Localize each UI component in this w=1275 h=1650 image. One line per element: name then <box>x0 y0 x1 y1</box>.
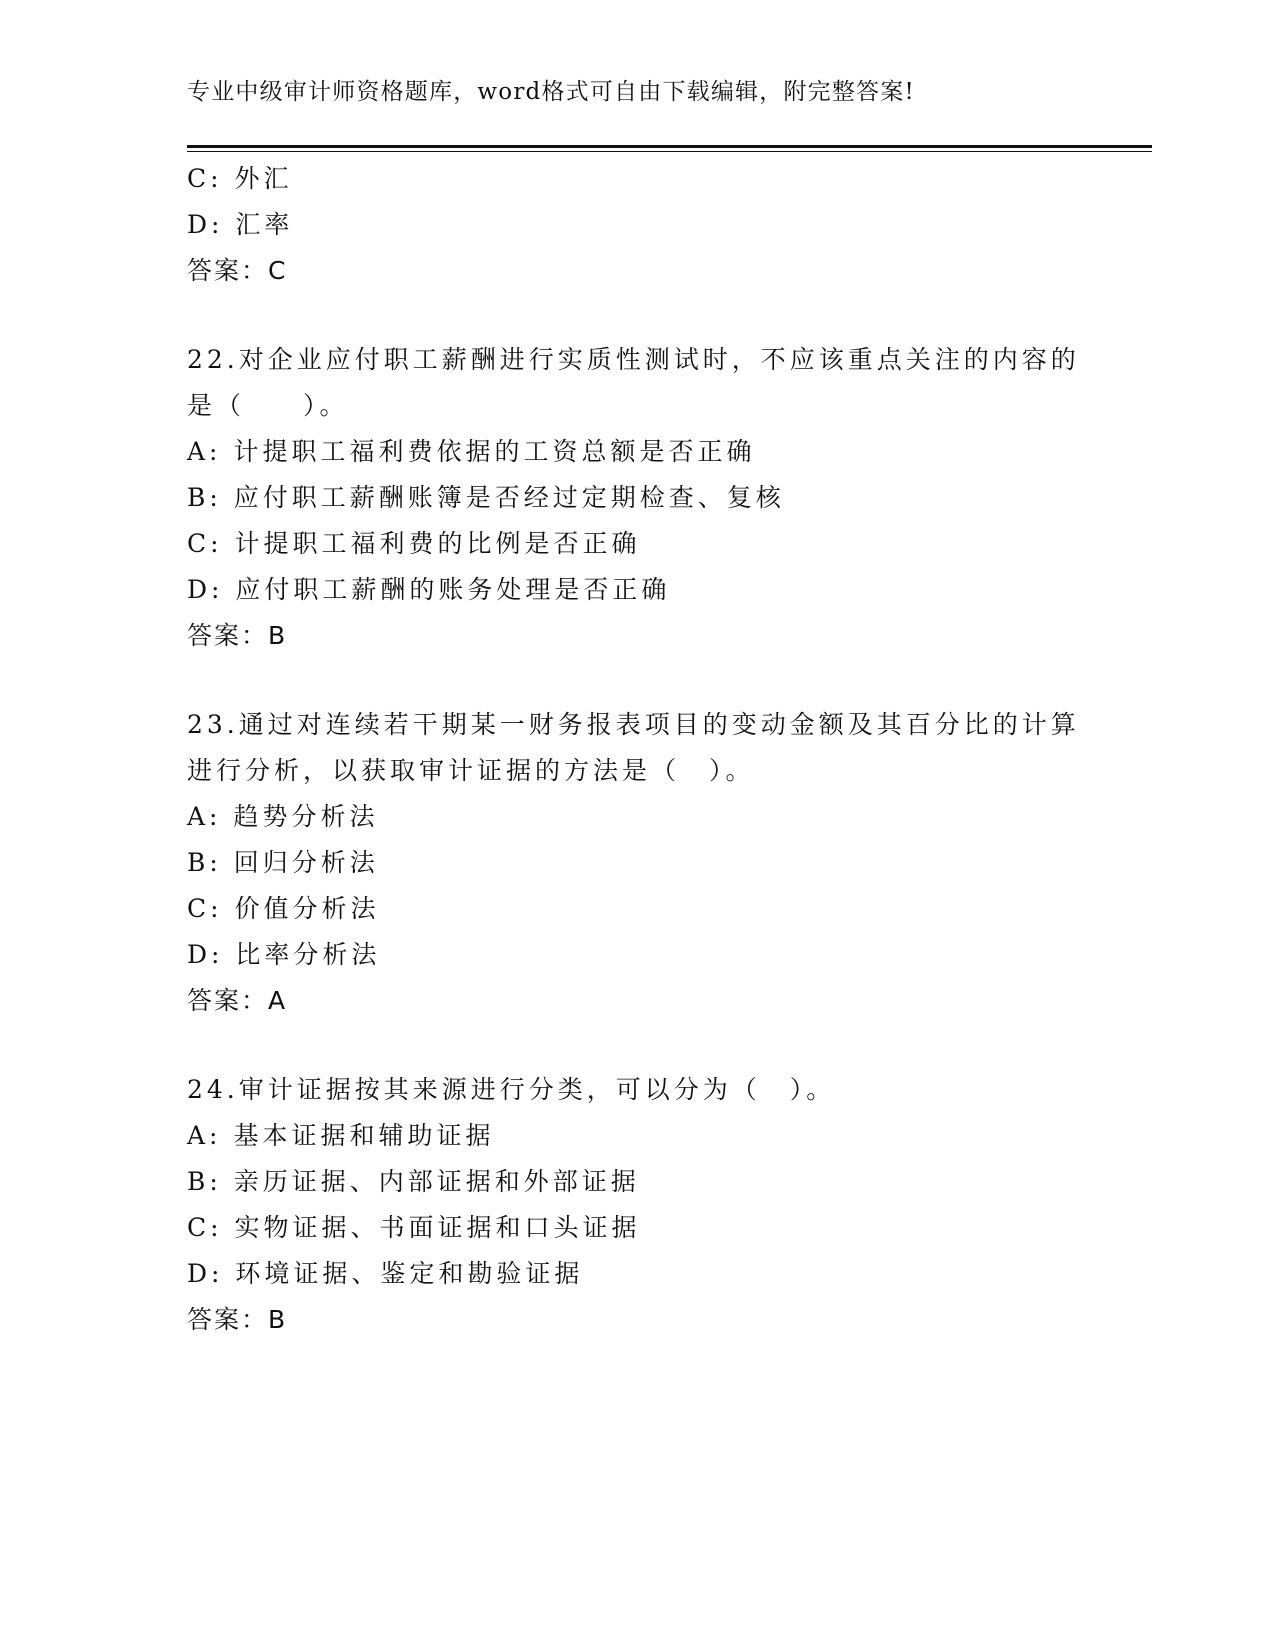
option-label: B: <box>187 1167 222 1196</box>
option-c <box>187 521 1147 567</box>
option-d <box>187 202 1147 248</box>
document-body <box>187 156 1147 1343</box>
header-rule-thick <box>187 145 1152 148</box>
question-spacer <box>187 659 1147 702</box>
option-b <box>187 840 1147 886</box>
option-label: D: <box>187 575 224 604</box>
option-text: 计提职工福利费依据的工资总额是否正确 <box>233 437 756 466</box>
page-header: 专业中级审计师资格题库，word格式可自由下载编辑，附完整答案! <box>187 79 915 105</box>
option-label: C: <box>187 164 223 193</box>
question-stem-line: 22.对企业应付职工薪酬进行实质性测试时，不应该重点关注的内容的 <box>187 345 1080 374</box>
option-text: 汇率 <box>235 210 294 239</box>
question-spacer <box>187 294 1147 337</box>
question-stem-line: 进行分析，以获取审计证据的方法是（ ）。 <box>187 756 755 785</box>
option-label: B: <box>187 848 222 877</box>
option-b <box>187 1159 1147 1205</box>
option-b <box>187 475 1147 521</box>
option-text: 价值分析法 <box>234 894 380 923</box>
option-label: A: <box>187 1121 222 1150</box>
option-label: C: <box>187 1213 223 1242</box>
option-text: 应付职工薪酬的账务处理是否正确 <box>235 575 671 604</box>
option-text: 亲历证据、内部证据和外部证据 <box>233 1167 640 1196</box>
question-stem-line: 24.审计证据按其来源进行分类，可以分为（ ）。 <box>187 1075 836 1104</box>
answer-line: 答案：A <box>187 986 288 1015</box>
option-label: C: <box>187 529 223 558</box>
option-d <box>187 567 1147 613</box>
option-c <box>187 1205 1147 1251</box>
option-label: A: <box>187 802 222 831</box>
option-label: D: <box>187 1259 224 1288</box>
option-c <box>187 886 1147 932</box>
answer-line: 答案：B <box>187 1305 288 1334</box>
option-text: 环境证据、鉴定和勘验证据 <box>235 1259 584 1288</box>
option-d <box>187 932 1147 978</box>
option-text: 计提职工福利费的比例是否正确 <box>234 529 641 558</box>
option-text: 实物证据、书面证据和口头证据 <box>234 1213 641 1242</box>
question-24 <box>187 1067 1147 1343</box>
question-stem-line: 23.通过对连续若干期某一财务报表项目的变动金额及其百分比的计算 <box>187 710 1080 739</box>
question-22 <box>187 337 1147 659</box>
option-text: 趋势分析法 <box>233 802 379 831</box>
option-label: D: <box>187 210 224 239</box>
answer-line: 答案：B <box>187 621 288 650</box>
question-23 <box>187 702 1147 1024</box>
option-a <box>187 429 1147 475</box>
question-stem-line: 是（ ）。 <box>187 391 349 420</box>
option-label: A: <box>187 437 222 466</box>
option-a <box>187 1113 1147 1159</box>
option-text: 应付职工薪酬账簿是否经过定期检查、复核 <box>233 483 785 512</box>
option-d <box>187 1251 1147 1297</box>
question-spacer <box>187 1024 1147 1067</box>
question-21-tail <box>187 156 1147 294</box>
option-text: 回归分析法 <box>233 848 379 877</box>
option-text: 外汇 <box>234 164 293 193</box>
header-rule-thin <box>187 151 1152 152</box>
option-text: 基本证据和辅助证据 <box>233 1121 495 1150</box>
option-label: B: <box>187 483 222 512</box>
answer-line: 答案：C <box>187 256 288 285</box>
option-label: D: <box>187 940 224 969</box>
option-text: 比率分析法 <box>235 940 381 969</box>
option-c <box>187 156 1147 202</box>
option-label: C: <box>187 894 223 923</box>
option-a <box>187 794 1147 840</box>
